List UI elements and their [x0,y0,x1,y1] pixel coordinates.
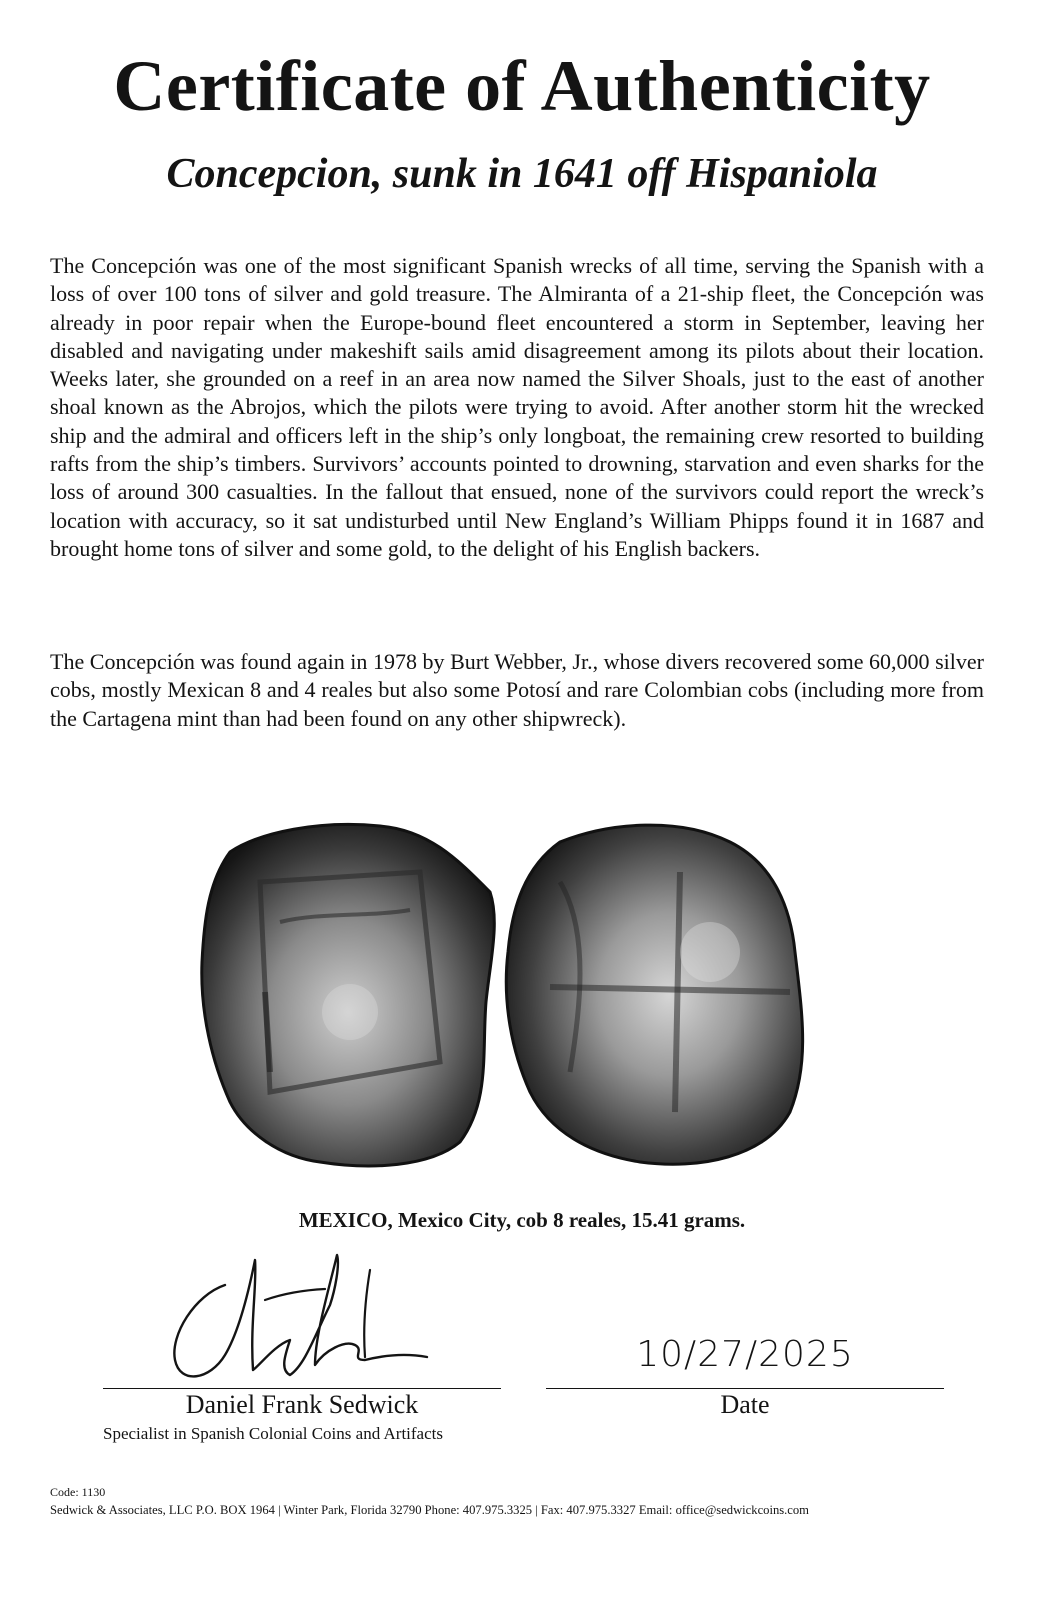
silver-cob-coin-icon [190,812,822,1172]
coin-caption: MEXICO, Mexico City, cob 8 reales, 15.41 grams. [298,1208,746,1232]
date-label: Date [720,1390,770,1419]
certificate-code: Code: 1130 [50,1485,106,1499]
date-line [546,1388,944,1389]
signer-title: Specialist in Spanish Colonial Coins and Artifacts [103,1424,443,1443]
date-value: 10/27/2025 [636,1334,854,1375]
coin-reverse [506,825,802,1164]
certificate-title: Certificate of Authenticity [113,46,931,126]
coin-obverse [202,824,495,1165]
handwritten-signature-icon [165,1245,435,1390]
footer-contact: Sedwick & Associates, LLC P.O. BOX 1964 | Winter Park, Florida 32790 Phone: 407.975.3325 | Fax: 407.975.3327 Email: office@sedwickcoins.com [50,1503,809,1517]
history-paragraph-2: The Concepción was found again in 1978 by Burt Webber, Jr., whose divers recovered some 60,000 silver cobs, mostly Mexican 8 and 4 reales but also some Potosí and rare Colombian cobs (including more from the Cartagena mint than had been found on any other shipwreck). [50,649,984,731]
signature-line [103,1388,501,1389]
signer-name: Daniel Frank Sedwick [185,1390,419,1419]
history-paragraph-1: The Concepción was one of the most significant Spanish wrecks of all time, serving the Spanish with a loss of over 100 tons of silver and gold treasure. The Almiranta of a 21-ship fleet, the Concepción was already in poor repair when the Europe-bound fleet encountered a storm in September, leaving her disabled and navigating under makeshift sails amid disagreement among its pilots about their location. Weeks later, she grounded on a reef in an area now named the Silver Shoals, just to the east of another shoal known as the Abrojos, which the pilots were trying to avoid. After another storm hit the wrecked ship and the admiral and officers left in the ship’s only longboat, the remaining crew resorted to building rafts from the ship’s timbers. Survivors’ accounts pointed to drowning, starvation and even sharks for the loss of around 300 casualties. In the fallout that ensued, none of the survivors could report the wreck’s location with accuracy, so it sat undisturbed until New England’s William Phipps found it in 1687 and brought home tons of silver and some gold, to the delight of his English backers. [50,253,984,561]
certificate-subtitle: Concepcion, sunk in 1641 off Hispaniola [166,151,878,197]
